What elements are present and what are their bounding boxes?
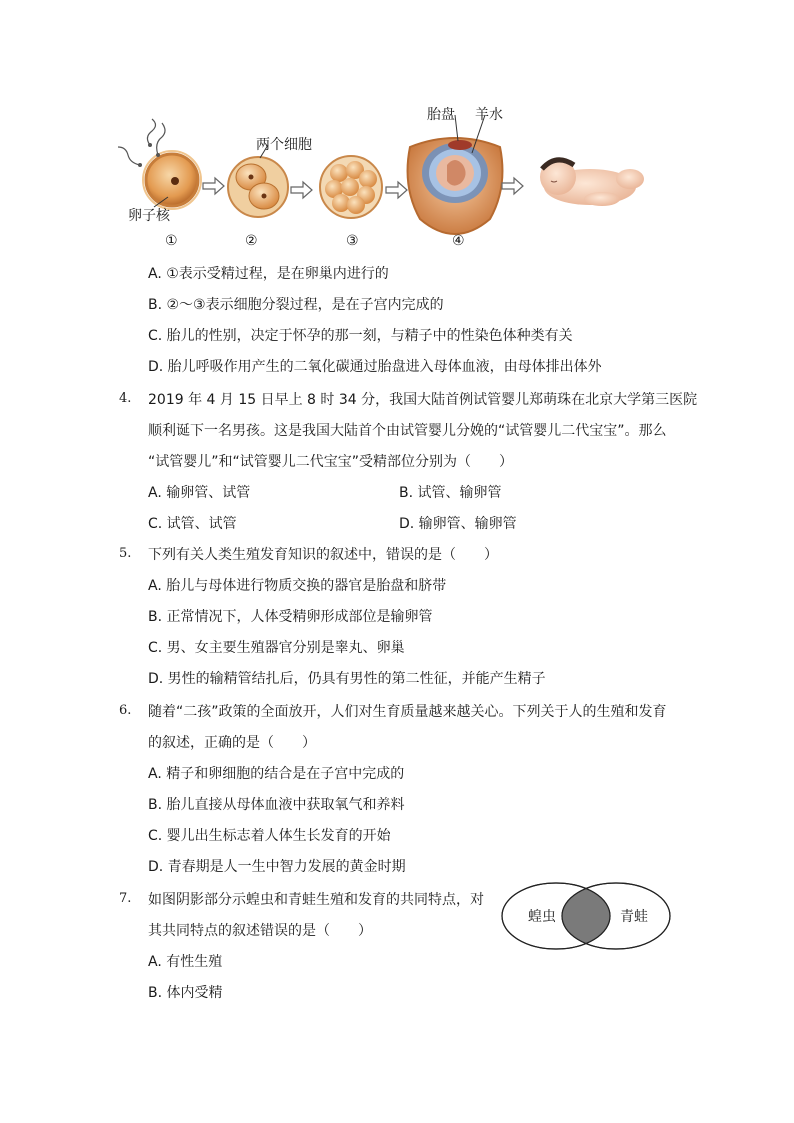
arrow-2-icon xyxy=(291,182,312,198)
q3-option-b: B. ②～③表示细胞分裂过程，是在子宫内完成的 xyxy=(148,297,444,313)
q6-option-d: D. 青春期是人一生中智力发展的黄金时期 xyxy=(148,859,406,875)
q5-option-c: C. 男、女主要生殖器官分别是睾丸、卵巢 xyxy=(148,640,405,656)
q7-stem-line-2: 其共同特点的叙述错误的是（ ） xyxy=(148,923,372,939)
label-placenta: 胎盘 xyxy=(427,107,455,123)
stage-number-3: ③ xyxy=(346,233,359,249)
stage-number-2: ② xyxy=(245,233,258,249)
stage-2-two-cells xyxy=(228,145,288,217)
label-two-cells: 两个细胞 xyxy=(256,137,312,153)
arrow-1-icon xyxy=(203,178,224,194)
q4-option-c: C. 试管、试管 xyxy=(148,516,237,532)
q6-option-c: C. 婴儿出生标志着人体生长发育的开始 xyxy=(148,828,391,844)
q3-option-a: A. ①表示受精过程，是在卵巢内进行的 xyxy=(148,266,389,282)
venn-left-label: 蝗虫 xyxy=(528,909,556,925)
q6-option-a: A. 精子和卵细胞的结合是在子宫中完成的 xyxy=(148,766,405,782)
q6-number: 6. xyxy=(119,703,132,718)
q4-number: 4. xyxy=(119,391,132,406)
q6-option-b: B. 胎儿直接从母体血液中获取氧气和养料 xyxy=(148,797,405,813)
q4-option-b: B. 试管、输卵管 xyxy=(399,485,502,501)
stage-4-womb xyxy=(408,115,503,234)
q5-number: 5. xyxy=(119,546,132,561)
q7-number: 7. xyxy=(119,891,132,906)
q4-stem-line-1: 2019 年 4 月 15 日早上 8 时 34 分，我国大陆首例试管婴儿郑萌珠在北京大学第三医院 xyxy=(148,392,698,408)
q5-option-d: D. 男性的输精管结扎后，仍具有男性的第二性征，并能产生精子 xyxy=(148,671,546,687)
q7-option-a: A. 有性生殖 xyxy=(148,954,223,970)
venn-diagram xyxy=(500,880,672,952)
q4-stem-line-2: 顺利诞下一名男孩。这是我国大陆首个由试管婴儿分娩的“试管婴儿二代宝宝”。那么 xyxy=(148,423,667,439)
stage-1-egg xyxy=(118,119,201,209)
arrow-3-icon xyxy=(386,182,407,198)
q4-stem-line-3: “试管婴儿”和“试管婴儿二代宝宝”受精部位分别为（ ） xyxy=(148,454,514,470)
label-amniotic-fluid: 羊水 xyxy=(475,107,503,123)
q5-stem: 下列有关人类生殖发育知识的叙述中，错误的是（ ） xyxy=(148,547,498,563)
q6-stem-line-1: 随着“二孩”政策的全面放开，人们对生育质量越来越关心。下列关于人的生殖和发育 xyxy=(148,704,667,720)
q4-option-d: D. 输卵管、输卵管 xyxy=(399,516,517,532)
venn-right-label: 青蛙 xyxy=(620,909,648,925)
stage-3-multicell xyxy=(320,156,382,218)
q3-option-c: C. 胎儿的性别，决定于怀孕的那一刻，与精子中的性染色体种类有关 xyxy=(148,328,573,344)
q5-option-a: A. 胎儿与母体进行物质交换的器官是胎盘和脐带 xyxy=(148,578,447,594)
development-figure xyxy=(110,95,670,255)
q3-option-d: D. 胎儿呼吸作用产生的二氧化碳通过胎盘进入母体血液，由母体排出体外 xyxy=(148,359,602,375)
q4-option-a: A. 输卵管、试管 xyxy=(148,485,251,501)
stage-number-4: ④ xyxy=(452,233,465,249)
baby-image xyxy=(540,159,644,206)
q6-stem-line-2: 的叙述，正确的是（ ） xyxy=(148,735,316,751)
label-egg-nucleus: 卵子核 xyxy=(128,208,170,224)
q7-option-b: B. 体内受精 xyxy=(148,985,223,1001)
arrow-4-icon xyxy=(502,178,523,194)
q5-option-b: B. 正常情况下，人体受精卵形成部位是输卵管 xyxy=(148,609,433,625)
stage-number-1: ① xyxy=(165,233,178,249)
q7-stem-line-1: 如图阴影部分示蝗虫和青蛙生殖和发育的共同特点，对 xyxy=(148,892,484,908)
